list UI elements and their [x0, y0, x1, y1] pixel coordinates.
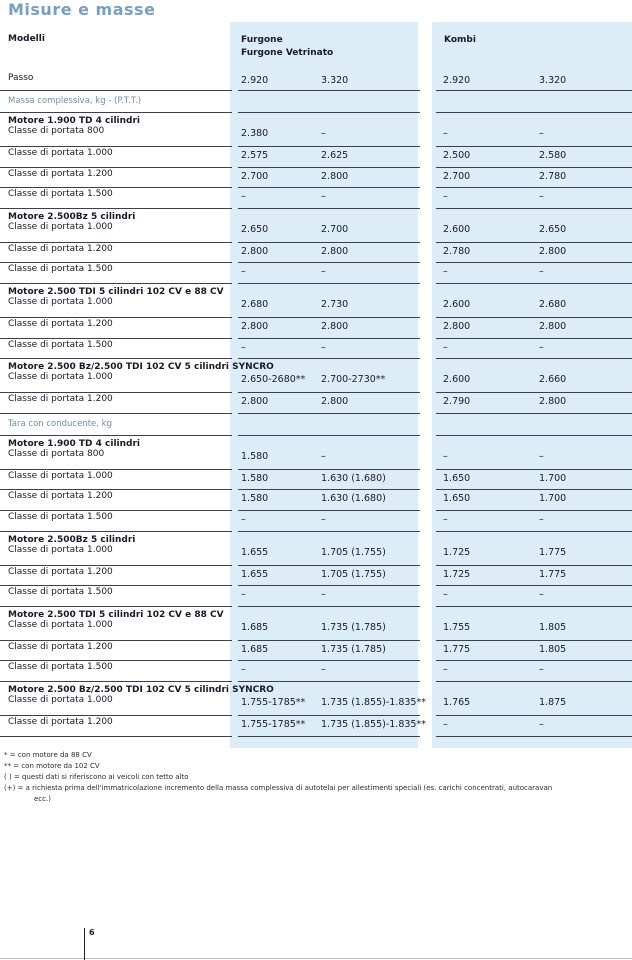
value-cell: –: [539, 589, 544, 601]
value-cell: –: [443, 191, 448, 203]
value-cell: –: [241, 589, 246, 601]
row-divider: [436, 681, 632, 682]
value-cell: –: [539, 266, 544, 278]
row-label: Classe di portata 1.500: [8, 587, 113, 598]
value-cell: 2.700: [241, 170, 269, 182]
row-divider: [0, 715, 232, 716]
row-divider: [238, 510, 420, 511]
footnote: * = con motore da 88 CV: [4, 750, 92, 759]
value-cell: 2.800: [241, 321, 269, 332]
value-cell: –: [321, 128, 326, 139]
footnote: ecc.): [34, 794, 51, 803]
engine-heading: Motore 2.500Bz 5 cilindri: [8, 211, 136, 222]
row-divider: [238, 585, 420, 586]
row-divider: [0, 606, 232, 607]
row-divider: [238, 187, 420, 188]
value-cell: 2.800: [321, 396, 349, 408]
furgone-vetrinato-header: Furgone Vetrinato: [241, 48, 334, 58]
value-cell: 1.725: [443, 546, 471, 558]
value-cell: 2.600: [443, 223, 471, 235]
value-cell: –: [241, 514, 246, 525]
value-cell: 1.650: [443, 493, 471, 505]
row-divider: [238, 262, 420, 263]
value-cell: –: [321, 664, 326, 676]
row-divider: [0, 146, 232, 147]
row-label: Classe di portata 1.000: [8, 297, 113, 307]
engine-heading: Motore 2.500 Bz/2.500 TDI 102 CV 5 cilindri SYNCRO: [8, 685, 274, 695]
value-cell: 1.735 (1.855)-1.835**: [321, 719, 426, 730]
value-cell: 1.875: [539, 697, 567, 708]
value-cell: 2.800: [321, 170, 349, 182]
value-cell: –: [443, 341, 448, 353]
value-cell: 2.800: [539, 396, 567, 408]
row-label: Classe di portata 1.200: [8, 319, 113, 329]
value-cell: 1.655: [241, 568, 269, 580]
row-divider: [238, 242, 420, 243]
value-cell: 1.735 (1.785): [321, 643, 386, 655]
row-divider: [238, 660, 420, 661]
row-divider: [0, 242, 232, 243]
row-label: Classe di portata 1.000: [8, 148, 113, 158]
value-cell: 2.600: [443, 299, 471, 310]
row-divider: [436, 358, 632, 359]
value-cell: 2.800: [539, 245, 567, 257]
engine-heading: Motore 1.900 TD 4 cilindri: [8, 438, 141, 449]
value-cell: 2.800: [241, 396, 269, 408]
value-cell: –: [539, 128, 544, 139]
engine-heading: Motore 2.500Bz 5 cilindri: [8, 534, 136, 545]
value-cell: –: [539, 191, 544, 203]
value-cell: –: [321, 514, 326, 525]
row-divider: [436, 489, 632, 490]
engine-heading: Motore 2.500 Bz/2.500 TDI 102 CV 5 cilindri SYNCRO: [8, 362, 274, 373]
row-divider: [0, 489, 232, 490]
footnote: ( ) = questi dati si riferiscono ai veicoli con tetto alto: [4, 772, 189, 781]
value-cell: 1.775: [539, 568, 567, 580]
value-cell: 2.920: [241, 75, 269, 86]
section-divider: [0, 435, 232, 436]
row-divider: [238, 640, 420, 641]
row-divider: [436, 606, 632, 607]
row-divider: [238, 338, 420, 339]
value-cell: –: [443, 589, 448, 601]
value-cell: 2.650: [241, 223, 269, 235]
row-divider: [0, 585, 232, 586]
row-divider: [238, 469, 420, 470]
row-divider: [0, 338, 232, 339]
row-divider: [0, 317, 232, 318]
row-label: Classe di portata 1.000: [8, 221, 113, 232]
row-divider: [238, 167, 420, 168]
row-label: Classe di portata 1.200: [8, 566, 113, 577]
value-cell: 1.805: [539, 621, 567, 633]
row-label: Classe di portata 1.500: [8, 339, 113, 350]
row-divider: [0, 531, 232, 532]
value-cell: 2.650: [539, 223, 567, 235]
row-label: Classe di portata 1.000: [8, 372, 113, 383]
value-cell: 2.800: [241, 245, 269, 257]
row-divider: [436, 640, 632, 641]
row-divider: [0, 283, 232, 284]
value-cell: –: [539, 514, 544, 525]
row-divider: [0, 510, 232, 511]
row-label: Classe di portata 1.200: [8, 641, 113, 652]
bottom-rule: [0, 958, 632, 959]
value-cell: 2.650-2680**: [241, 374, 306, 386]
row-divider: [238, 606, 420, 607]
row-label: Classe di portata 1.500: [8, 264, 113, 275]
value-cell: 1.755-1785**: [241, 719, 306, 730]
row-label: Passo: [8, 73, 34, 83]
value-cell: 1.580: [241, 472, 269, 484]
kombi-header: Kombi: [444, 35, 476, 45]
row-divider: [436, 208, 632, 209]
row-divider: [436, 338, 632, 339]
row-label: Classe di portata 1.500: [8, 662, 113, 673]
page-title: Misure e masse: [8, 0, 156, 19]
row-divider: [238, 90, 420, 91]
row-divider: [238, 392, 420, 393]
row-divider: [436, 317, 632, 318]
value-cell: 2.660: [539, 374, 567, 386]
section-divider: [0, 112, 232, 113]
row-divider: [238, 736, 420, 737]
row-divider: [436, 565, 632, 566]
section-divider: [436, 435, 632, 436]
value-cell: 1.580: [241, 493, 269, 505]
value-cell: 1.630 (1.680): [321, 472, 386, 484]
value-cell: 2.500: [443, 150, 471, 161]
row-label: Classe di portata 1.500: [8, 189, 113, 200]
row-divider: [0, 187, 232, 188]
row-divider: [436, 413, 632, 414]
value-cell: 2.680: [241, 299, 269, 310]
value-cell: –: [241, 266, 246, 278]
row-label: Classe di portata 1.000: [8, 544, 113, 555]
row-divider: [436, 392, 632, 393]
row-divider: [436, 187, 632, 188]
value-cell: 1.725: [443, 568, 471, 580]
value-cell: 2.800: [539, 321, 567, 332]
row-divider: [238, 358, 420, 359]
value-cell: –: [539, 664, 544, 676]
row-divider: [0, 565, 232, 566]
section-divider: [436, 112, 632, 113]
value-cell: 2.700-2730**: [321, 374, 386, 386]
row-divider: [436, 90, 632, 91]
row-divider: [436, 146, 632, 147]
row-divider: [436, 167, 632, 168]
section-heading: Tara con conducente, kg: [8, 418, 112, 429]
value-cell: 3.320: [321, 75, 349, 86]
value-cell: 1.700: [539, 472, 567, 484]
value-cell: –: [443, 664, 448, 676]
row-divider: [436, 660, 632, 661]
value-cell: –: [443, 514, 448, 525]
value-cell: 2.800: [443, 321, 471, 332]
engine-heading: Motore 1.900 TD 4 cilindri: [8, 116, 141, 126]
row-divider: [0, 208, 232, 209]
page-number-bar: [84, 928, 85, 960]
value-cell: 1.655: [241, 546, 269, 558]
value-cell: –: [321, 450, 326, 462]
page-number: 6: [89, 928, 95, 937]
engine-heading: Motore 2.500 TDI 5 cilindri 102 CV e 88 CV: [8, 287, 224, 297]
row-label: Classe di portata 1.000: [8, 695, 113, 705]
row-divider: [0, 90, 232, 91]
value-cell: –: [321, 266, 326, 278]
value-cell: 1.735 (1.855)-1.835**: [321, 697, 426, 708]
row-divider: [238, 413, 420, 414]
row-label: Classe di portata 1.200: [8, 394, 113, 405]
value-cell: 2.790: [443, 396, 471, 408]
row-label: Classe di portata 1.200: [8, 717, 113, 727]
value-cell: 1.755-1785**: [241, 697, 306, 708]
value-cell: 1.765: [443, 697, 471, 708]
value-cell: –: [321, 589, 326, 601]
value-cell: –: [321, 191, 326, 203]
row-divider: [238, 531, 420, 532]
value-cell: –: [539, 719, 544, 730]
value-cell: 2.575: [241, 150, 269, 161]
value-cell: –: [241, 664, 246, 676]
value-cell: 1.685: [241, 643, 269, 655]
value-cell: 2.625: [321, 150, 349, 161]
row-divider: [0, 358, 232, 359]
row-divider: [0, 413, 232, 414]
section-divider: [238, 435, 420, 436]
value-cell: 2.800: [321, 245, 349, 257]
value-cell: 1.580: [241, 450, 269, 462]
value-cell: 2.780: [443, 245, 471, 257]
row-divider: [0, 167, 232, 168]
row-divider: [0, 392, 232, 393]
value-cell: 2.920: [443, 75, 471, 86]
value-cell: 1.705 (1.755): [321, 568, 386, 580]
value-cell: 2.700: [443, 170, 471, 182]
row-divider: [436, 736, 632, 737]
value-cell: 1.735 (1.785): [321, 621, 386, 633]
value-cell: 2.600: [443, 374, 471, 386]
row-label: Classe di portata 800: [8, 448, 105, 459]
furgone-header: Furgone: [241, 35, 283, 45]
value-cell: 1.650: [443, 472, 471, 484]
value-cell: 2.680: [539, 299, 567, 310]
value-cell: 2.730: [321, 299, 349, 310]
row-label: Classe di portata 800: [8, 126, 105, 136]
row-divider: [238, 489, 420, 490]
section-divider: [238, 112, 420, 113]
row-divider: [0, 262, 232, 263]
value-cell: –: [443, 266, 448, 278]
value-cell: –: [321, 341, 326, 353]
value-cell: –: [539, 450, 544, 462]
row-divider: [0, 640, 232, 641]
row-divider: [436, 262, 632, 263]
footnote: ** = con motore da 102 CV: [4, 761, 100, 770]
row-label: Classe di portata 1.200: [8, 168, 113, 179]
row-divider: [238, 317, 420, 318]
value-cell: 2.780: [539, 170, 567, 182]
row-divider: [238, 208, 420, 209]
row-divider: [436, 585, 632, 586]
row-divider: [436, 469, 632, 470]
footnote: (+) = a richiesta prima dell'immatricolazione incremento della massa complessiva di autotelai per allestimenti speciali (es. carichi concentrati, autocaravan: [4, 783, 553, 792]
value-cell: –: [443, 719, 448, 730]
row-divider: [0, 469, 232, 470]
value-cell: –: [443, 450, 448, 462]
row-divider: [436, 242, 632, 243]
engine-heading: Motore 2.500 TDI 5 cilindri 102 CV e 88 CV: [8, 609, 224, 620]
value-cell: 1.775: [443, 643, 471, 655]
row-divider: [436, 715, 632, 716]
row-divider: [436, 510, 632, 511]
models-header: Modelli: [8, 34, 45, 44]
value-cell: 2.380: [241, 128, 269, 139]
row-divider: [0, 681, 232, 682]
value-cell: 1.755: [443, 621, 471, 633]
row-label: Classe di portata 1.500: [8, 512, 113, 522]
value-cell: 2.800: [321, 321, 349, 332]
value-cell: –: [539, 341, 544, 353]
value-cell: –: [443, 128, 448, 139]
section-heading: Massa complessiva, kg - (P.T.T.): [8, 96, 142, 106]
row-label: Classe di portata 1.200: [8, 243, 113, 254]
row-label: Classe di portata 1.000: [8, 470, 113, 481]
value-cell: 2.580: [539, 150, 567, 161]
row-divider: [238, 146, 420, 147]
value-cell: 1.700: [539, 493, 567, 505]
row-divider: [238, 715, 420, 716]
row-divider: [238, 283, 420, 284]
row-divider: [0, 736, 232, 737]
row-divider: [238, 565, 420, 566]
value-cell: 1.805: [539, 643, 567, 655]
value-cell: 2.700: [321, 223, 349, 235]
value-cell: 1.630 (1.680): [321, 493, 386, 505]
value-cell: 3.320: [539, 75, 567, 86]
row-divider: [436, 283, 632, 284]
value-cell: 1.775: [539, 546, 567, 558]
value-cell: 1.705 (1.755): [321, 546, 386, 558]
row-label: Classe di portata 1.200: [8, 491, 113, 502]
row-divider: [0, 660, 232, 661]
row-label: Classe di portata 1.000: [8, 619, 113, 630]
row-divider: [238, 681, 420, 682]
value-cell: –: [241, 191, 246, 203]
value-cell: 1.685: [241, 621, 269, 633]
row-divider: [436, 531, 632, 532]
value-cell: –: [241, 341, 246, 353]
